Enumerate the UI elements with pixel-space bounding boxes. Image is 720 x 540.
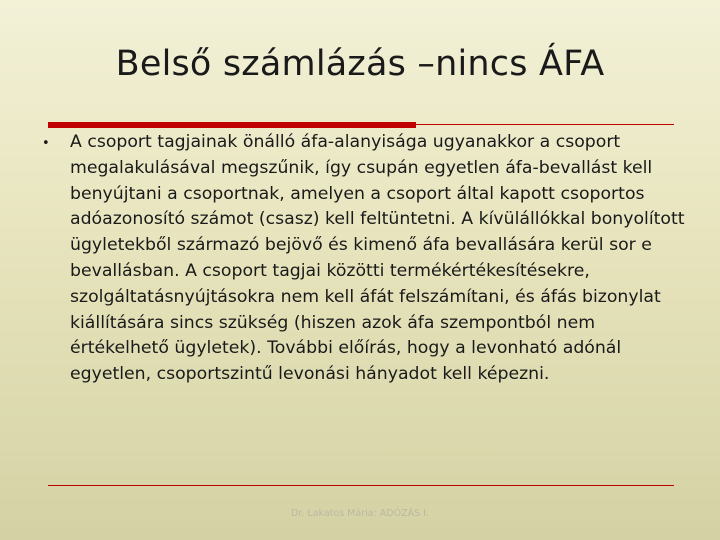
slide-footer: Dr. Lakatos Mária: ADÓZÁS I. (291, 508, 429, 519)
footer-divider (48, 485, 674, 486)
title-underline-thin (416, 124, 674, 125)
bullet-item: A csoport tagjainak önálló áfa-alanyisága ugyanakkor a csoport megalakulásával megszűnik, így csupán egyetlen áfa-bevallást kell benyújtani a csoportnak, amelyen a csoport által kapott csoportos adóazonosító számot (csasz) kell feltüntetni. A kívülállókkal bonyolított ügyletekből származó bejövő és kimenő áfa bevallására kerül sor e bevallásban. A csoport tagjai közötti termékértékesítésekre, szolgáltatásnyújtásokra nem kell áfát felszámítani, és áfás bizonylat kiállítására sincs szükség (hiszen azok áfa szempontból nem értékelhető ügyletek). További előírás, hogy a levonható adónál egyetlen, csoportszintű levonási hányadot kell képezni. (70, 132, 685, 385)
slide-title: Belső számlázás –nincs ÁFA (115, 44, 605, 84)
bullet-list (40, 130, 690, 388)
title-underline-thick (48, 122, 416, 128)
bullet-marker: • (42, 136, 50, 151)
